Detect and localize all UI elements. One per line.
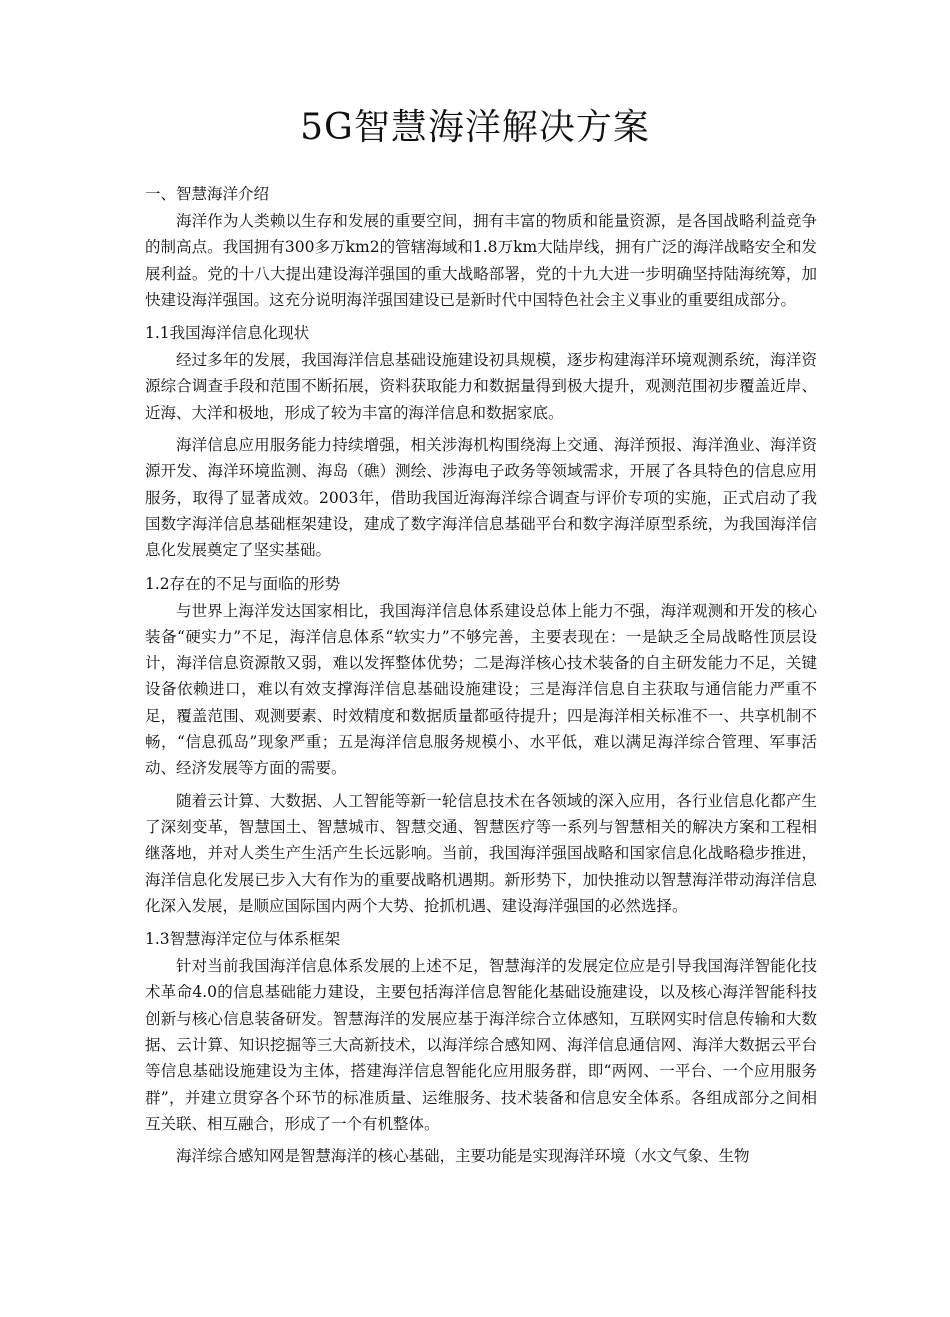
paragraph: 经过多年的发展，我国海洋信息基础设施建设初具规模，逐步构建海洋环境观测系统，海洋资源综合调查手段和范围不断拓展，资料获取能力和数据量得到极大提升，观测范围初步覆盖近岸、近海、大洋和极地，形成了较为丰富的海洋信息和数据家底。	[145, 351, 817, 422]
section-heading: 一、智慧海洋介绍	[145, 185, 270, 203]
section-heading: 1.3智慧海洋定位与体系框架	[145, 930, 341, 949]
paragraph: 随着云计算、大数据、人工智能等新一轮信息技术在各领域的深入应用，各行业信息化都产生了深刻变革，智慧国土、智慧城市、智慧交通、智慧医疗等一系列与智慧相关的解决方案和工程相继落地，并对人类生产生活产生长远影响。当前，我国海洋强国战略和国家信息化战略稳步推进，海洋信息化发展已步入大有作为的重要战略机遇期。新形势下，加快推动以智慧海洋带动海洋信息化深入发展，是顺应国际国内两个大势、抢抓机遇、建设海洋强国的必然选择。	[145, 791, 817, 915]
section-heading: 1.1我国海洋信息化现状	[145, 324, 310, 343]
paragraph: 与世界上海洋发达国家相比，我国海洋信息体系建设总体上能力不强，海洋观测和开发的核心装备“硬实力”不足，海洋信息体系“软实力”不够完善，主要表现在：一是缺乏全局战略性顶层设计，海洋信息资源散又弱，难以发挥整体优势；二是海洋核心技术装备的自主研发能力不足，关键设备依赖进口，难以有效支撑海洋信息基础设施建设；三是海洋信息自主获取与通信能力严重不足，覆盖范围、观测要素、时效精度和数据质量都亟待提升；四是海洋相关标准不一、共享机制不畅，“信息孤岛”现象严重；五是海洋信息服务规模小、水平低，难以满足海洋综合管理、军事活动、经济发展等方面的需要。	[145, 601, 817, 778]
paragraph: 海洋综合感知网是智慧海洋的核心基础，主要功能是实现海洋环境（水文气象、生物	[176, 1147, 750, 1166]
section-intro	[145, 180, 817, 313]
paragraph: 海洋作为人类赖以生存和发展的重要空间，拥有丰富的物质和能量资源，是各国战略利益竞争的制高点。我国拥有300多万km2的管辖海域和1.8万km大陆岸线，拥有广泛的海洋战略安全和发展利益。党的十八大提出建设海洋强国的重大战略部署，党的十九大进一步明确坚持陆海统筹，加快建设海洋强国。这充分说明海洋强国建设已是新时代中国特色社会主义事业的重要组成部分。	[145, 212, 817, 309]
section-heading: 1.2存在的不足与面临的形势	[145, 574, 341, 593]
document-body	[145, 180, 817, 1170]
section-1-3	[145, 925, 817, 1169]
document-title: 5G智慧海洋解决方案	[300, 107, 650, 148]
paragraph: 海洋信息应用服务能力持续增强，相关涉海机构围绕海上交通、海洋预报、海洋渔业、海洋资源开发、海洋环境监测、海岛（礁）测绘、涉海电子政务等领域需求，开展了各具特色的信息应用服务，取得了显著成效。2003年，借助我国近海海洋综合调查与评价专项的实施，正式启动了我国数字海洋信息基础框架建设，建成了数字海洋信息基础平台和数字海洋原型系统，为我国海洋信息化发展奠定了坚实基础。	[145, 436, 817, 560]
section-1-2	[145, 570, 817, 920]
section-1-1	[145, 319, 817, 563]
paragraph: 针对当前我国海洋信息体系发展的上述不足，智慧海洋的发展定位应是引导我国海洋智能化技术革命4.0的信息基础能力建设，主要包括海洋信息智能化基础设施建设，以及核心海洋智能科技创新与核心信息装备研发。智慧海洋的发展应基于海洋综合立体感知，互联网实时信息传输和大数据、云计算、知识挖掘等三大高新技术，以海洋综合感知网、海洋信息通信网、海洋大数据云平台等信息基础设施建设为主体，搭建海洋信息智能化应用服务群，即“两网、一平台、一个应用服务群”，并建立贯穿各个环节的标准质量、运维服务、技术装备和信息安全体系。各组成部分之间相互关联、相互融合，形成了一个有机整体。	[145, 957, 817, 1133]
